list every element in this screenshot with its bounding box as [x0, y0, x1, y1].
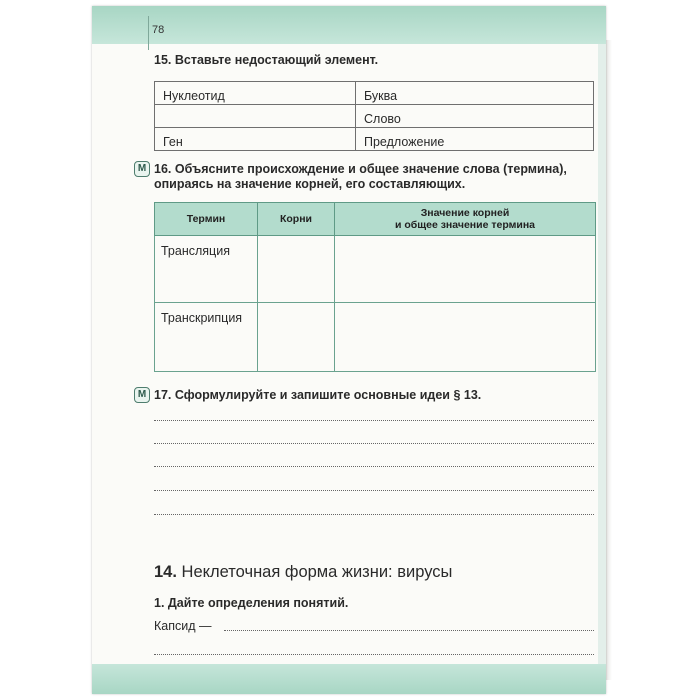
- section-name: Неклеточная форма жизни: вирусы: [181, 563, 453, 581]
- table-cell[interactable]: Слово: [356, 105, 594, 128]
- table-cell-blank[interactable]: [155, 105, 356, 128]
- answer-line[interactable]: [154, 443, 594, 444]
- table-cell[interactable]: Нуклеотид: [155, 82, 356, 105]
- answer-line[interactable]: [154, 466, 594, 467]
- table-cell[interactable]: Ген: [155, 128, 356, 151]
- task16-title-line2: опираясь на значение корней, его составляющих.: [154, 177, 466, 191]
- term-cell: Транскрипция: [155, 303, 258, 372]
- answer-line[interactable]: [224, 630, 594, 631]
- table-row: [155, 236, 596, 303]
- section-number: 14.: [154, 563, 177, 581]
- table-cell[interactable]: Буква: [356, 82, 594, 105]
- page-shadow: [606, 40, 612, 680]
- table-header-row: [155, 203, 596, 236]
- answer-line[interactable]: [154, 420, 594, 421]
- term-label: Капсид —: [154, 619, 212, 633]
- table-row: [155, 105, 594, 128]
- task16-title-line1: 16. Объясните происхождение и общее значение слова (термина),: [154, 162, 567, 176]
- answer-line[interactable]: [154, 514, 594, 515]
- task15-table: [154, 81, 594, 151]
- answer-line[interactable]: [154, 490, 594, 491]
- section-title: [154, 563, 452, 582]
- footer-band: [92, 664, 606, 694]
- header-term: Термин: [155, 203, 258, 236]
- task16-table: [154, 202, 596, 372]
- header-meaning-line1: Значение корней: [420, 207, 510, 219]
- header-band: [92, 6, 606, 44]
- term-cell: Трансляция: [155, 236, 258, 303]
- header-meaning-line2: и общее значение термина: [394, 219, 536, 231]
- task16-title: [154, 162, 567, 192]
- side-band: [598, 44, 606, 664]
- task1-title: 1. Дайте определения понятий.: [154, 596, 349, 610]
- page-number: 78: [152, 24, 165, 36]
- meaning-cell[interactable]: [335, 236, 596, 303]
- roots-cell[interactable]: [258, 236, 335, 303]
- task17-title: 17. Сформулируйте и запишите основные идеи § 13.: [154, 388, 482, 402]
- roots-cell[interactable]: [258, 303, 335, 372]
- workbook-page: [92, 6, 606, 694]
- table-cell[interactable]: Предложение: [356, 128, 594, 151]
- table-row: [155, 82, 594, 105]
- table-row: [155, 128, 594, 151]
- header-meaning: [335, 203, 596, 236]
- table-row: [155, 303, 596, 372]
- answer-line[interactable]: [154, 654, 594, 655]
- meaning-cell[interactable]: [335, 303, 596, 372]
- margin-line: [148, 16, 149, 50]
- method-icon: М: [134, 387, 150, 403]
- task15-title: 15. Вставьте недостающий элемент.: [154, 53, 379, 67]
- method-icon: М: [134, 161, 150, 177]
- header-roots: Корни: [258, 203, 335, 236]
